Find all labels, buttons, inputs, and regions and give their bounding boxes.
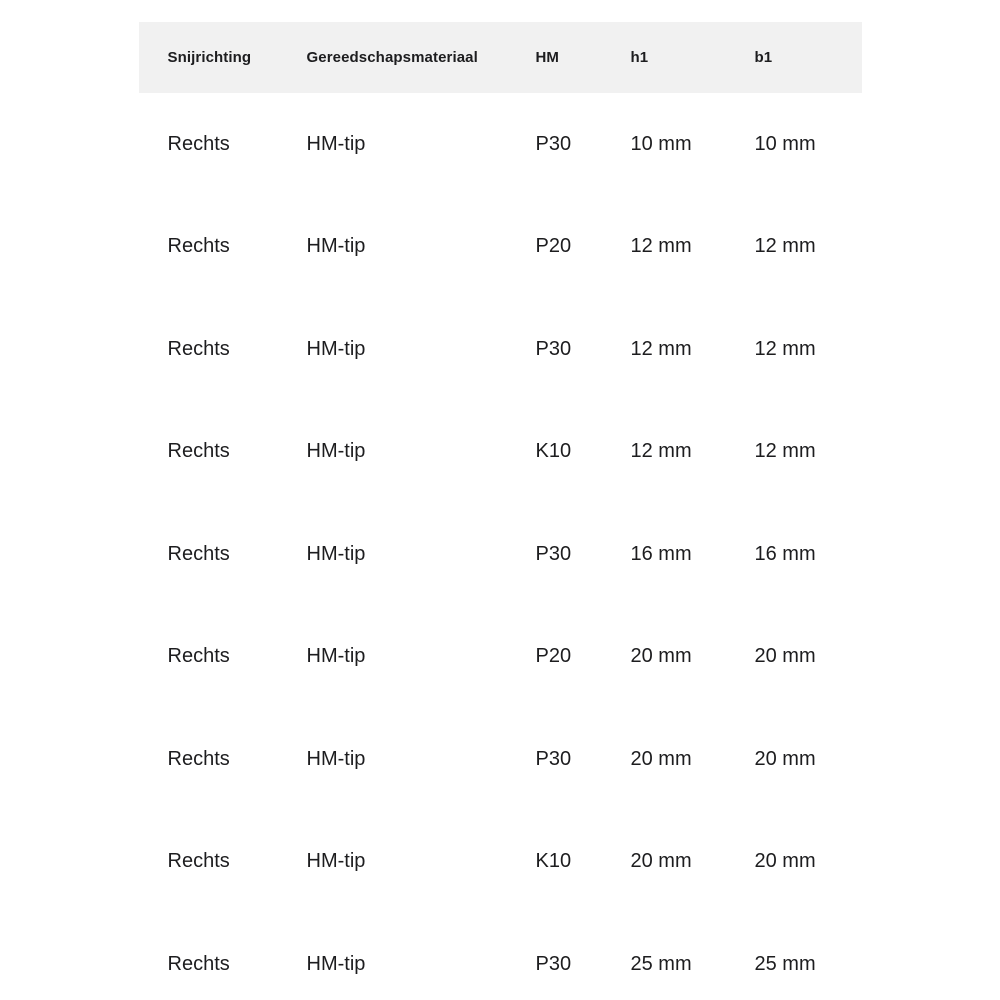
table-cell-hm: K10 [535, 850, 572, 873]
table-row [139, 913, 862, 1000]
column-header-gereedschapsmateriaal: Gereedschapsmateriaal [306, 49, 478, 66]
table-cell-hm: P20 [535, 645, 572, 668]
table-cell-hm: K10 [535, 440, 572, 463]
table-row [139, 298, 862, 401]
table-cell-h1: 16 mm [630, 542, 692, 565]
table-row [139, 811, 862, 914]
table-cell-hm: P30 [535, 952, 572, 975]
table-cell-b1: 20 mm [754, 645, 816, 668]
table-cell-snijrichting: Rechts [167, 235, 230, 258]
specs-table [139, 22, 862, 1000]
table-cell-gereedschapsmateriaal: HM-tip [306, 952, 366, 975]
table-row [139, 93, 862, 196]
table-cell-b1: 10 mm [754, 132, 816, 155]
table-cell-hm: P30 [535, 132, 572, 155]
column-header-hm: HM [535, 49, 560, 66]
table-cell-h1: 20 mm [630, 747, 692, 770]
table-row [139, 196, 862, 299]
column-header-h1: h1 [630, 49, 649, 66]
table-cell-hm: P30 [535, 542, 572, 565]
table-cell-gereedschapsmateriaal: HM-tip [306, 645, 366, 668]
table-cell-snijrichting: Rechts [167, 747, 230, 770]
table-cell-b1: 20 mm [754, 850, 816, 873]
table-cell-gereedschapsmateriaal: HM-tip [306, 440, 366, 463]
table-cell-snijrichting: Rechts [167, 132, 230, 155]
table-row [139, 401, 862, 504]
table-row [139, 503, 862, 606]
table-cell-h1: 12 mm [630, 337, 692, 360]
table-cell-gereedschapsmateriaal: HM-tip [306, 132, 366, 155]
column-header-b1: b1 [754, 49, 773, 66]
table-cell-snijrichting: Rechts [167, 440, 230, 463]
table-cell-snijrichting: Rechts [167, 645, 230, 668]
table-cell-snijrichting: Rechts [167, 337, 230, 360]
table-cell-b1: 12 mm [754, 337, 816, 360]
table-cell-b1: 12 mm [754, 440, 816, 463]
table-cell-hm: P20 [535, 235, 572, 258]
table-cell-h1: 12 mm [630, 440, 692, 463]
table-cell-h1: 25 mm [630, 952, 692, 975]
table-row [139, 708, 862, 811]
specs-table-container [139, 22, 862, 1000]
table-cell-gereedschapsmateriaal: HM-tip [306, 542, 366, 565]
table-cell-b1: 12 mm [754, 235, 816, 258]
table-cell-b1: 16 mm [754, 542, 816, 565]
table-cell-gereedschapsmateriaal: HM-tip [306, 235, 366, 258]
table-cell-h1: 10 mm [630, 132, 692, 155]
table-body [139, 93, 862, 1000]
table-cell-b1: 25 mm [754, 952, 816, 975]
table-cell-snijrichting: Rechts [167, 952, 230, 975]
column-header-snijrichting: Snijrichting [167, 49, 252, 66]
table-cell-h1: 20 mm [630, 645, 692, 668]
table-cell-gereedschapsmateriaal: HM-tip [306, 337, 366, 360]
table-cell-hm: P30 [535, 747, 572, 770]
table-cell-gereedschapsmateriaal: HM-tip [306, 747, 366, 770]
table-cell-gereedschapsmateriaal: HM-tip [306, 850, 366, 873]
table-cell-snijrichting: Rechts [167, 542, 230, 565]
table-cell-b1: 20 mm [754, 747, 816, 770]
table-header-row [139, 22, 862, 93]
table-cell-hm: P30 [535, 337, 572, 360]
table-row [139, 606, 862, 709]
table-cell-h1: 20 mm [630, 850, 692, 873]
table-cell-snijrichting: Rechts [167, 850, 230, 873]
table-cell-h1: 12 mm [630, 235, 692, 258]
